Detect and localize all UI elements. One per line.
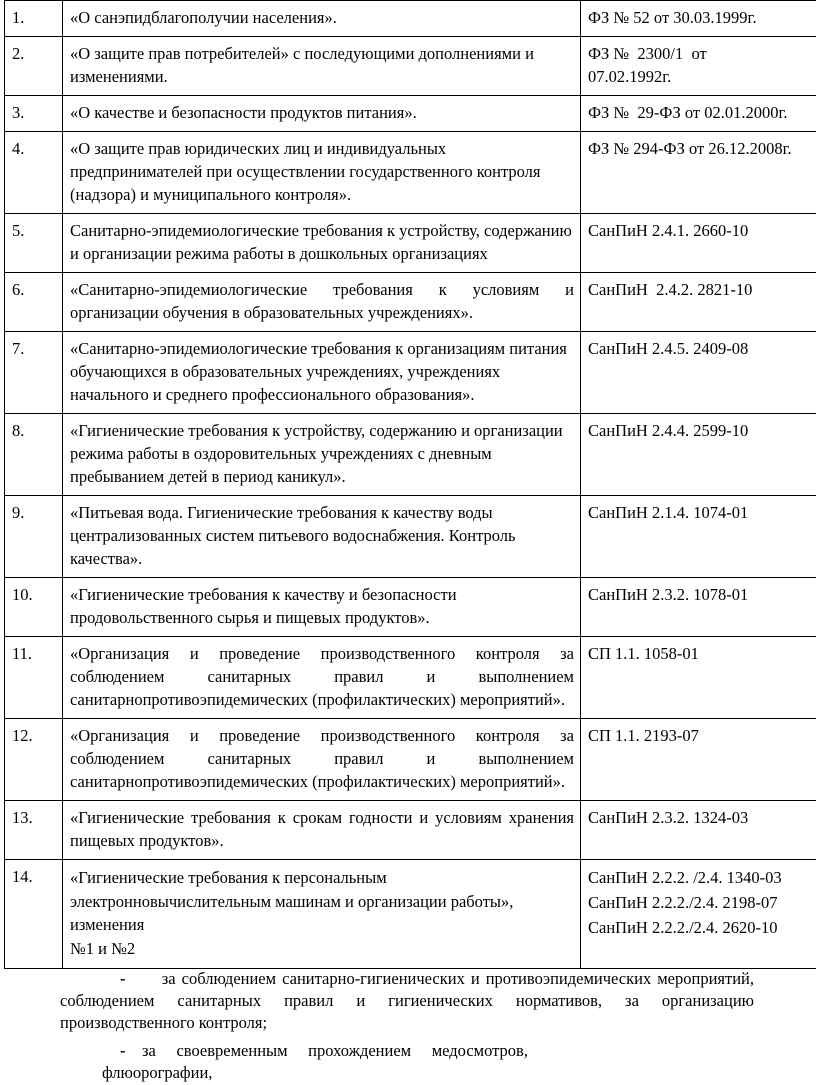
- document-title-cell: [63, 801, 581, 860]
- row-number: 12.: [5, 719, 63, 801]
- paragraph-text: за соблюдением санитарно-гигиенических и противоэпидемических мероприятий, соблюдением санитарных правил и гигиенических нормативов, за организацию производственного контроля;: [60, 969, 755, 1032]
- table-row: [5, 578, 816, 637]
- title-text: «Гигиенические требования к качеству и безопасности продовольственного сырья и пищевых продуктов».: [70, 585, 457, 627]
- regulation-code-cell: [581, 332, 816, 414]
- table-row: [5, 332, 816, 414]
- document-title-cell: [63, 96, 581, 132]
- regulation-code-cell: [581, 414, 816, 496]
- regulation-code: ФЗ № 29-ФЗ от 02.01.2000г.: [588, 103, 788, 122]
- title-text: «О санэпидблагополучии населения».: [70, 8, 337, 27]
- row-number: 14.: [5, 860, 63, 969]
- regulation-code: СанПиН 2.3.2. 1324-03: [588, 808, 749, 827]
- regulation-code-cell: [581, 96, 816, 132]
- table-row: [5, 1, 816, 37]
- table-row: [5, 37, 816, 96]
- regulation-code-cell: [581, 637, 816, 719]
- row-number: 8.: [5, 414, 63, 496]
- regulation-code: ФЗ № 2300/1 от: [588, 44, 707, 63]
- responsibility-paragraph-1: [60, 968, 754, 1034]
- regulation-code-cell: [581, 214, 816, 273]
- regulation-code: СанПиН 2.4.5. 2409-08: [588, 339, 749, 358]
- table-row: [5, 273, 816, 332]
- regulation-code: СП 1.1. 1058-01: [588, 644, 699, 663]
- row-number: 11.: [5, 637, 63, 719]
- responsibility-paragraph-2: [60, 1040, 754, 1084]
- regulation-code-cell: [581, 1, 816, 37]
- document-title-cell: [63, 860, 581, 969]
- regulation-code: ФЗ № 294-ФЗ от 26.12.2008г.: [588, 139, 792, 158]
- document-title-cell: [63, 273, 581, 332]
- regulation-code: СанПиН 2.2.2./2.4. 2198-07: [588, 893, 778, 912]
- title-text: «Санитарно-эпидемиологические требования к условиям и организации обучения в образовательных учреждениях».: [70, 280, 574, 322]
- regulation-code-cell: [581, 37, 816, 96]
- list-dash: -: [120, 1041, 126, 1060]
- title-line: №1 и №2: [70, 939, 136, 958]
- regulation-code: 07.02.1992г.: [588, 67, 672, 86]
- regulation-code: СП 1.1. 2193-07: [588, 726, 699, 745]
- row-number: 1.: [5, 1, 63, 37]
- regulation-code: СанПиН 2.3.2. 1078-01: [588, 585, 749, 604]
- regulation-code: СанПиН 2.2.2./2.4. 2620-10: [588, 918, 778, 937]
- table-row: [5, 96, 816, 132]
- table-row: [5, 132, 816, 214]
- table-row: [5, 637, 816, 719]
- paragraph-text: за своевременным прохождением медосмотров,: [142, 1041, 528, 1060]
- row-number: 2.: [5, 37, 63, 96]
- document-title-cell: [63, 719, 581, 801]
- title-text: «Санитарно-эпидемиологические требования к организациям питания обучающихся в образовательных учреждениях, учреждениях начального и среднего профессионального образования».: [70, 339, 567, 404]
- document-title-cell: [63, 37, 581, 96]
- row-number: 10.: [5, 578, 63, 637]
- paragraph-continuation: флюорографии,: [102, 1063, 213, 1082]
- document-title-cell: [63, 578, 581, 637]
- document-title-cell: [63, 132, 581, 214]
- table-row: [5, 801, 816, 860]
- title-text: «Организация и проведение производственного контроля за соблюдением санитарных правил и выполнением санитарнопротивоэпидемических (профилактических) мероприятий».: [70, 644, 574, 709]
- document-title-cell: [63, 332, 581, 414]
- regulation-code-cell: [581, 860, 816, 969]
- title-text: «Питьевая вода. Гигиенические требования к качеству воды централизованных систем питьевого водоснабжения. Контроль качества».: [70, 503, 516, 568]
- regulation-code: СанПиН 2.4.2. 2821-10: [588, 280, 753, 299]
- regulation-code: СанПиН 2.1.4. 1074-01: [588, 503, 749, 522]
- regulation-code: СанПиН 2.2.2. /2.4. 1340-03: [588, 868, 782, 887]
- title-text: «Гигиенические требования к устройству, содержанию и организации режима работы в оздоровительных учреждениях с дневным пребыванием детей в период каникул».: [70, 421, 563, 486]
- table-row: [5, 860, 816, 969]
- title-text: «О качестве и безопасности продуктов питания».: [70, 103, 417, 122]
- regulation-code-cell: [581, 132, 816, 214]
- table-row: [5, 719, 816, 801]
- title-text: «О защите прав юридических лиц и индивидуальных предпринимателей при осуществлении государственного контроля (надзора) и муниципального контроля».: [70, 139, 541, 204]
- regulation-code-cell: [581, 496, 816, 578]
- table-row: [5, 414, 816, 496]
- row-number: 9.: [5, 496, 63, 578]
- title-text: «Организация и проведение производственного контроля за соблюдением санитарных правил и выполнением санитарнопротивоэпидемических (профилактических) мероприятий».: [70, 726, 574, 791]
- table-row: [5, 214, 816, 273]
- document-title-cell: [63, 414, 581, 496]
- title-line: электронновычислительным машинам и организации работы», изменения: [70, 892, 514, 934]
- document-title-cell: [63, 637, 581, 719]
- title-text: «Гигиенические требования к срокам годности и условиям хранения пищевых продуктов».: [70, 808, 574, 850]
- regulation-code-cell: [581, 719, 816, 801]
- document-title-cell: [63, 496, 581, 578]
- row-number: 3.: [5, 96, 63, 132]
- list-dash: -: [120, 969, 126, 988]
- regulations-table: [4, 0, 816, 969]
- title-text: «О защите прав потребителей» с последующими дополнениями и изменениями.: [70, 44, 534, 86]
- document-title-cell: [63, 1, 581, 37]
- row-number: 7.: [5, 332, 63, 414]
- title-line: «Гигиенические требования к персональным: [70, 868, 387, 887]
- row-number: 5.: [5, 214, 63, 273]
- regulation-code-cell: [581, 801, 816, 860]
- regulation-code: СанПиН 2.4.4. 2599-10: [588, 421, 749, 440]
- regulation-code: ФЗ № 52 от 30.03.1999г.: [588, 8, 757, 27]
- table-row: [5, 496, 816, 578]
- row-number: 13.: [5, 801, 63, 860]
- regulation-code-cell: [581, 273, 816, 332]
- row-number: 4.: [5, 132, 63, 214]
- document-title-cell: [63, 214, 581, 273]
- regulation-code-cell: [581, 578, 816, 637]
- title-text: Санитарно-эпидемиологические требования к устройству, содержанию и организации режима работы в дошкольных организациях: [70, 221, 572, 263]
- row-number: 6.: [5, 273, 63, 332]
- regulation-code: СанПиН 2.4.1. 2660-10: [588, 221, 749, 240]
